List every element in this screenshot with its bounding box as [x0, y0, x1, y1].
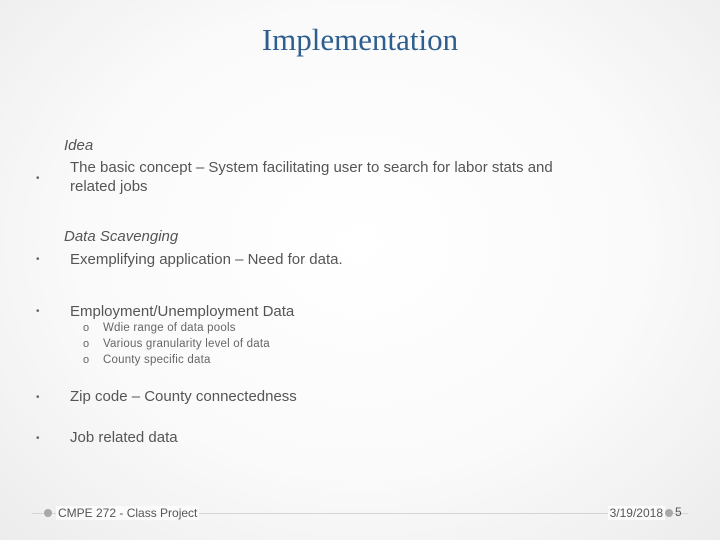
bullet-marker: •	[36, 392, 40, 403]
bullet-text-zip-code: Zip code – County connectedness	[70, 388, 297, 405]
bullet-text-data-scavenging: Exemplifying application – Need for data.	[70, 251, 343, 268]
sub-bullet-marker: o	[83, 338, 90, 350]
bullet-marker: •	[36, 306, 40, 317]
footer-course-label: CMPE 272 - Class Project	[58, 506, 198, 520]
bullet-marker: •	[36, 433, 40, 444]
slide-title: Implementation	[261, 22, 459, 57]
bullet-text-employment: Employment/Unemployment Data	[70, 303, 295, 320]
sub-bullet-marker: o	[83, 354, 90, 366]
sub-item: Wdie range of data pools	[103, 322, 236, 334]
bullet-marker: •	[36, 254, 40, 265]
bullet-text-idea-line1: The basic concept – System facilitating user to search for labor stats and	[70, 159, 553, 176]
sub-item: County specific data	[103, 354, 211, 366]
footer-right-circle	[665, 509, 673, 517]
bullet-heading-idea: Idea	[64, 137, 94, 154]
bullet-text-job-related: Job related data	[70, 429, 178, 446]
bullet-marker: •	[36, 173, 40, 184]
sub-bullet-marker: o	[83, 322, 90, 334]
page-number: 5	[675, 505, 682, 519]
bullet-heading-data-scavenging: Data Scavenging	[64, 228, 179, 245]
sub-item: Various granularity level of data	[103, 338, 270, 350]
footer-left-circle	[44, 509, 52, 517]
bullet-text-idea-line2: related jobs	[70, 178, 148, 195]
footer-date: 3/19/2018	[609, 506, 663, 520]
